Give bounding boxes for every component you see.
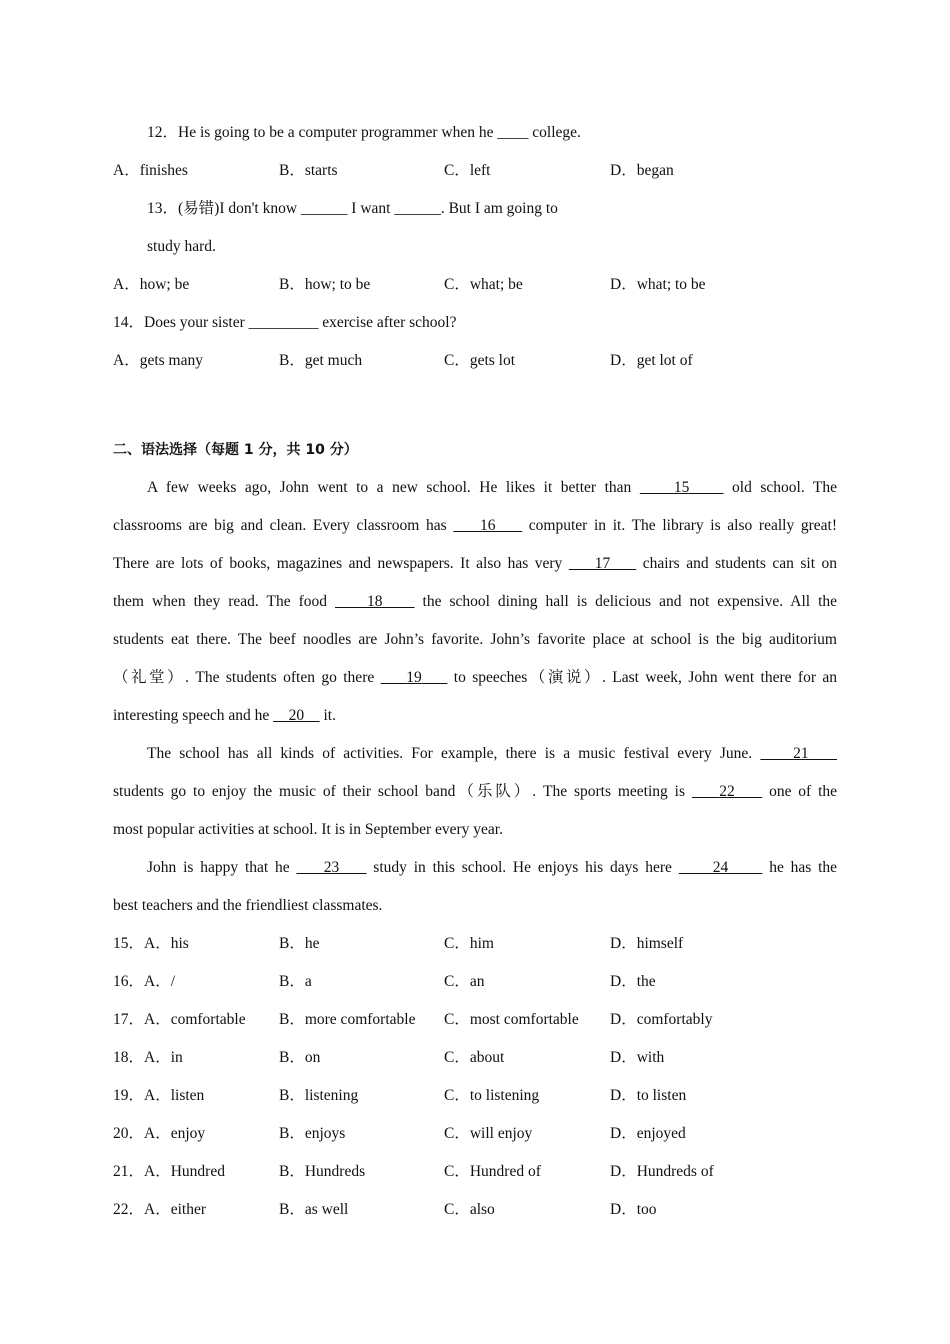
option-a[interactable]: A．gets many	[113, 352, 203, 369]
option-d[interactable]: D．Hundreds of	[610, 1163, 714, 1180]
question-13-stem-continued: study hard.	[147, 238, 216, 255]
option-d[interactable]: D．get lot of	[610, 352, 693, 369]
blank-19: 19	[406, 669, 422, 686]
passage-line: interesting speech and he 20 it.	[113, 707, 336, 724]
passage-line: classrooms are big and clean. Every classroom has 16 computer in it. The library is also really great!	[113, 517, 838, 534]
question-15-options	[113, 934, 838, 954]
passage-line: students go to enjoy the music of their school band（乐队）. The sports meeting is 22 one of the	[113, 783, 838, 800]
blank-15: 15	[673, 479, 690, 496]
blank-21: 21	[793, 745, 809, 762]
question-12-options	[113, 161, 838, 181]
passage-line: The school has all kinds of activities. For example, there is a music festival every June. 21	[147, 744, 837, 764]
blank-16: 16	[480, 517, 496, 534]
option-b[interactable]: B．how; to be	[279, 276, 371, 293]
question-17-options	[113, 1010, 838, 1030]
option-c[interactable]: C．also	[444, 1201, 495, 1218]
option-b[interactable]: B．a	[279, 973, 312, 990]
option-c[interactable]: C．about	[444, 1049, 505, 1066]
question-20-options	[113, 1124, 838, 1144]
option-d[interactable]: D．comfortably	[610, 1011, 713, 1028]
option-a: 16．A．/	[113, 973, 176, 990]
option-d[interactable]: D．to listen	[610, 1087, 687, 1104]
option-d[interactable]: D．began	[610, 162, 674, 179]
question-14-options	[113, 351, 838, 371]
passage-line: best teachers and the friendliest classmates.	[113, 897, 383, 914]
option-b[interactable]: B．as well	[279, 1201, 349, 1218]
question-18-options	[113, 1048, 838, 1068]
option-d[interactable]: D．enjoyed	[610, 1125, 686, 1142]
passage-line: most popular activities at school. It is in September every year.	[113, 821, 503, 838]
question-19-options	[113, 1086, 838, 1106]
option-a: 21．A．Hundred	[113, 1163, 225, 1180]
question-22-options	[113, 1200, 838, 1220]
option-a: 22．A．either	[113, 1201, 206, 1218]
section-heading: 二、语法选择（每题 1 分，共 10 分）	[113, 442, 358, 458]
option-c[interactable]: C．what; be	[444, 276, 523, 293]
option-b[interactable]: B．he	[279, 935, 320, 952]
option-d[interactable]: D．with	[610, 1049, 665, 1066]
option-b[interactable]: B．get much	[279, 352, 363, 369]
option-c[interactable]: C．gets lot	[444, 352, 516, 369]
passage-line: （礼堂）. The students often go there 19 to speeches（演说）. Last week, John went there for an	[113, 669, 838, 686]
blank-20: 20	[288, 707, 305, 724]
option-d[interactable]: D．too	[610, 1201, 657, 1218]
option-c[interactable]: C．an	[444, 973, 485, 990]
option-b[interactable]: B．listening	[279, 1087, 359, 1104]
option-c[interactable]: C．to listening	[444, 1087, 540, 1104]
option-a: 19．A．listen	[113, 1087, 205, 1104]
blank-23: 23	[323, 859, 340, 876]
question-14-stem: 14．Does your sister _________ exercise after school?	[113, 314, 457, 331]
option-b[interactable]: B．more comfortable	[279, 1011, 416, 1028]
option-b[interactable]: B．starts	[279, 162, 338, 179]
option-a[interactable]: A．how; be	[113, 276, 190, 293]
option-a: 17．A．comfortable	[113, 1011, 246, 1028]
option-c[interactable]: C．Hundred of	[444, 1163, 541, 1180]
passage-line: them when they read. The food 18 the school dining hall is delicious and not expensive. All the	[113, 593, 838, 610]
option-c[interactable]: C．him	[444, 935, 494, 952]
option-a: 20．A．enjoy	[113, 1125, 206, 1142]
blank-24: 24	[712, 859, 729, 876]
question-13-options	[113, 275, 838, 295]
passage-line: John is happy that he 23 study in this school. He enjoys his days here 24 he has the	[147, 859, 838, 876]
question-16-options	[113, 972, 838, 992]
option-b[interactable]: B．enjoys	[279, 1125, 346, 1142]
passage-line: A few weeks ago, John went to a new school. He likes it better than 15 old school. The	[147, 479, 838, 496]
option-d[interactable]: D．the	[610, 973, 656, 990]
option-c[interactable]: C．most comfortable	[444, 1011, 579, 1028]
passage-line: There are lots of books, magazines and newspapers. It also has very 17 chairs and students can sit on	[113, 555, 838, 572]
option-c[interactable]: C．will enjoy	[444, 1125, 533, 1142]
option-a[interactable]: A．finishes	[113, 162, 188, 179]
question-13-stem: 13．(易错)I don't know ______ I want ______. But I am going to	[147, 200, 558, 217]
option-a: 15．A．his	[113, 935, 189, 952]
blank-17: 17	[594, 555, 611, 572]
option-d[interactable]: D．what; to be	[610, 276, 706, 293]
blank-18: 18	[367, 593, 383, 610]
option-d[interactable]: D．himself	[610, 935, 684, 952]
option-b[interactable]: B．on	[279, 1049, 321, 1066]
question-21-options	[113, 1162, 838, 1182]
blank-22: 22	[719, 783, 735, 800]
option-b[interactable]: B．Hundreds	[279, 1163, 366, 1180]
question-12-stem: 12．He is going to be a computer programmer when he ____ college.	[147, 124, 581, 141]
passage-line: students eat there. The beef noodles are John’s favorite. John’s favorite place at school is the big auditorium	[113, 631, 837, 648]
option-a: 18．A．in	[113, 1049, 183, 1066]
option-c[interactable]: C．left	[444, 162, 491, 179]
